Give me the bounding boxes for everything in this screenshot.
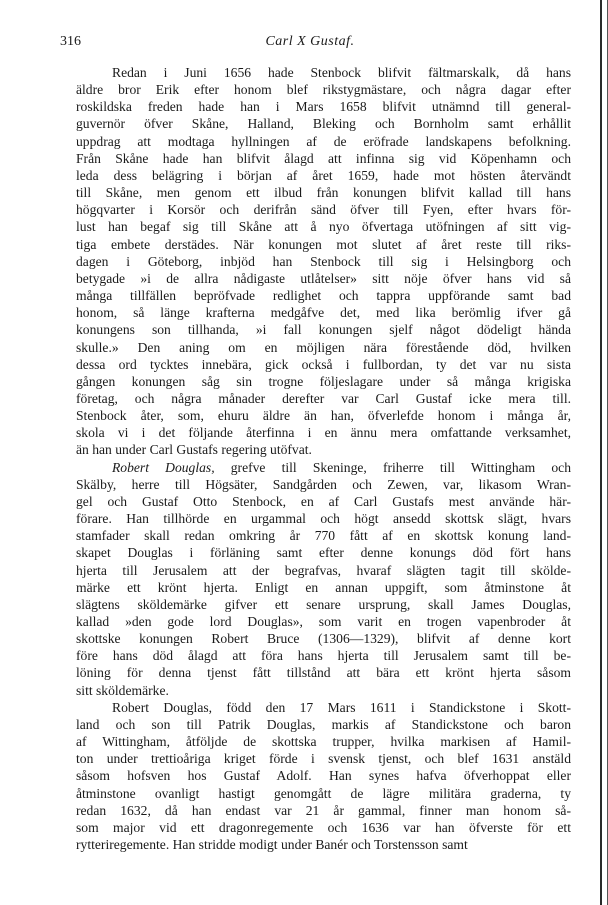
text-line: än han under Carl Gustafs regering utöfvat. [76,442,312,458]
text-line: hjerta till Jerusalem att der begrafvas, hvaraf slägten tagit till skölde- [76,562,571,578]
page-header [60,34,560,54]
text-line: uppdrag att modtaga hyllningen af de eröfrade landskapens befolkning. [76,133,571,149]
paragraph-douglas-career [76,699,571,853]
text-line: roskildska freden hade han i Mars 1658 blifvit utnämnd till general- [76,99,571,115]
text-line: före hans död ålagd att föra hans hjerta till Jerusalem samt till be- [76,648,571,664]
text-line: rytteriregemente. Han stridde modigt under Banér och Torstensson samt [76,837,468,853]
text-line: dessa ord tycktes innebära, gick också i fullbordan, ty det var nu sista [76,356,571,372]
running-title: Carl X Gustaf. [265,34,355,49]
text-line: dagen i Göteborg, inbjöd han Stenbock till sig i Helsingborg och [76,253,571,269]
text-line: löning för denna tjenst fått tillstånd att bära ett krönt hjerta såsom [76,665,571,681]
text-line: åtminstone ovanligt hastigt genomgått de lägre militära graderna, ty [76,785,571,801]
text-line: Skälby, herre till Högsäter, Sandgården och Zewen, var, likasom Wran- [76,476,571,492]
text-line: Redan i Juni 1656 hade Stenbock blifvit fältmarskalk, då hans [112,65,571,80]
text-line: skola vi i det följande återfinna i en ännu mera omfattande verksamhet, [76,425,571,441]
text-line: såsom hofsven hos Gustaf Adolf. Han synes hafva öfverhoppat eller [76,768,571,784]
text-line: märke ett krönt hjerta. Enligt en annan uppgift, som åtminstone åt [76,579,571,595]
text-line: slägtens sköldemärke gifver ett senare ursprung, skall James Douglas, [76,596,571,612]
text-line: gången konungen såg sin trogne följeslagare under så många krigiska [76,373,571,389]
text-line: ton under trettioåriga kriget förde i svensk tjenst, och blef 1631 anstäld [76,751,571,767]
text-line: Robert Douglas, född den 17 Mars 1611 i Standickstone i Skott- [112,699,571,715]
text-line: konungens son tillhanda, »i fall konungen sjelf något dödeligt hända [76,322,571,338]
page-number: 316 [60,34,81,49]
text-line: äldre bror Erik efter honom blef rikstygmästare, och några dagar efter [76,82,571,98]
body-text [76,64,571,853]
text-line: stamfader skall redan omkring år 770 fått af en skottsk konung land- [76,528,571,544]
paragraph-douglas-intro [76,459,571,699]
text-line: redan 1632, då han endast var 21 år gammal, finner man honom så- [76,802,571,818]
text-line: förare. Han tillhörde en urgammal och högt ansedd skottsk slägt, hvars [76,511,571,527]
text-line: många tillfällen bepröfvade redlighet och tappra uppförande samt bad [76,288,571,304]
text-line: leda dess belägring i början af året 1659, hade mot hösten återvändt [76,167,571,183]
text-line: skapet Douglas i förläning samt efter denne konungs död fört hans [76,545,571,561]
text-line: företag, och några månader derefter var Carl Gustaf icke mera till. [76,390,571,406]
text-line: till Skåne, men genom ett ilbud från konungen blifvit kallad till hans [76,185,571,201]
italic-name: Robert Douglas, [112,459,215,475]
text-line [76,459,571,476]
text-line: sitt sköldemärke. [76,682,169,698]
text-line: betygade »i de allra nådigaste utlåtelser» sitt nöje öfver hans vid så [76,270,571,286]
text-line: tiga embete derstädes. När konungen mot slutet af året reste till riks- [76,236,571,252]
text-line: guvernör öfver Skåne, Halland, Bleking och Bornholm samt erhållit [76,116,571,132]
text-line: kallad »den gode lord Douglas», som varit en trogen vapenbroder åt [76,614,571,629]
text-line: af Wittingham, åtföljde de skottska trupper, hvilka markisen af Hamil- [76,734,571,750]
text-line: högqvarter i Korsör och derifrån sänd öfver till Fyen, efter hvars för- [76,202,571,218]
paragraph-stenbock [76,64,571,459]
line-text: grefve till Skeninge, friherre till Wittingham och [214,459,571,475]
text-line: skottske konungen Robert Bruce (1306—1329), blifvit af denne kort [76,631,571,647]
text-line: gel och Gustaf Otto Stenbock, en af Carl Gustafs mest använde här- [76,493,571,509]
text-line: skulle.» Den aning om en möjligen nära förestående död, hvilken [76,339,571,355]
page-edge [600,0,602,905]
text-line: Från Skåne hade han blifvit ålagd att infinna sig vid Köpenhamn och [76,150,571,166]
text-line: lust han begaf sig till Skåne att å nyo öfvertaga utöfningen af sitt vig- [76,219,571,235]
text-line: land och son till Patrik Douglas, markis af Standickstone och baron [76,716,571,732]
text-line: Stenbock åter, som, ehuru äldre än han, öfverlefde honom i många år, [76,408,571,424]
text-line: som major vid ett dragonregemente och 1636 var han öfverste för ett [76,819,571,835]
text-line: honom, så länge krafterna medgåfve det, med lika berömlig ifver gå [76,305,571,321]
